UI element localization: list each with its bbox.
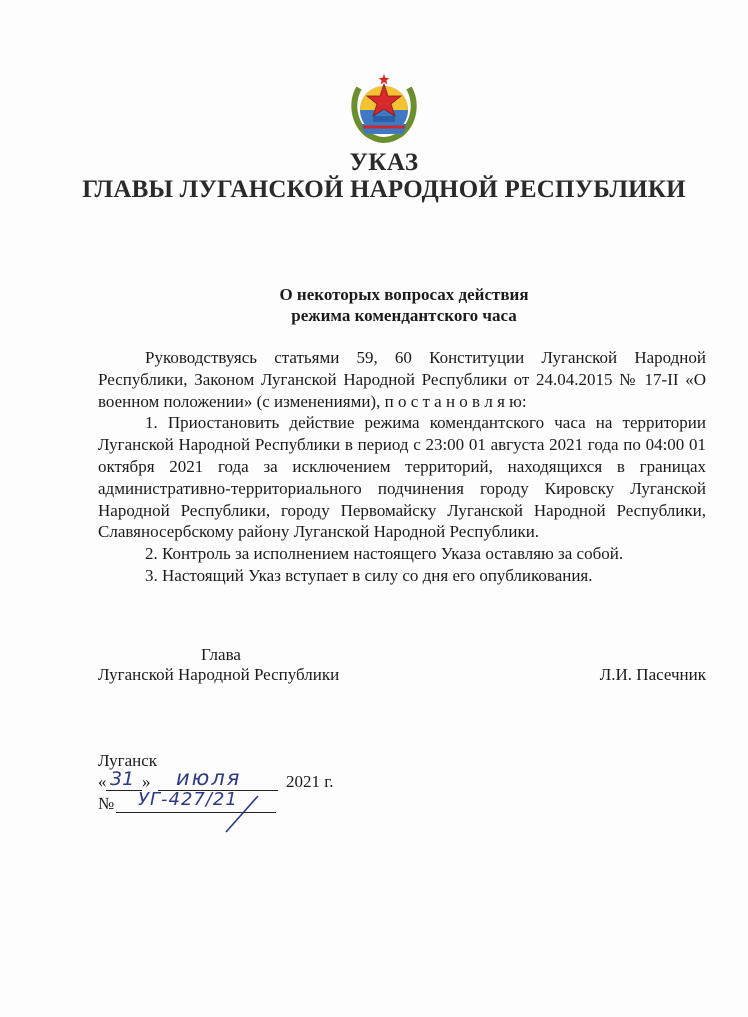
coat-of-arms-emblem (347, 72, 421, 144)
day-handwritten: 31 (110, 768, 135, 790)
month-handwritten: июля (176, 766, 242, 790)
signatory-name: Л.И. Пасечник (599, 665, 706, 684)
quote-close: » (142, 772, 151, 791)
decree-number-line (98, 789, 298, 834)
document-type-title: УКАЗ (349, 149, 419, 176)
day-underline (106, 790, 142, 791)
signatory-organization: Луганской Народной Республики (98, 665, 340, 684)
handwritten-slash-stroke (218, 794, 278, 834)
item-3-paragraph: 3. Настоящий Указ вступает в силу со дня его опубликования. (145, 565, 593, 585)
number-handwritten: УГ-427/21 (138, 789, 238, 810)
number-label: № (98, 794, 115, 813)
subject-line-1: О некоторых вопросах действия (279, 285, 529, 304)
year: 2021 г. (286, 772, 334, 791)
item-1-paragraph: 1. Приостановить действие режима комендантского часа на территории Луганской Народной Республики в период с 23:00 01 августа 2021 года по 04:00 01 октября 2021 года за исключением территорий, находящихся в границах административно-территориального подчинения городу Кировску Луганской Народной Республики, городу Первомайску Луганской Народной Республики, Славяносербскому району Луганской Народной Республики. (98, 413, 706, 542)
subject-line-2: режима комендантского часа (291, 306, 517, 325)
signatory-position: Глава (201, 645, 241, 664)
issuer-title: ГЛАВЫ ЛУГАНСКОЙ НАРОДНОЙ РЕСПУБЛИКИ (82, 176, 686, 203)
place-of-signing: Луганск (98, 751, 158, 770)
preamble-paragraph: Руководствуясь статьями 59, 60 Конституции Луганской Народной Республики, Законом Луганской Народной Республики от 24.04.2015 № 17-II «О военном положении» (с изменениями), п о с т а н о в л я ю: (98, 348, 706, 411)
quote-open: « (98, 772, 107, 791)
item-2-paragraph: 2. Контроль за исполнением настоящего Указа оставляю за собой. (145, 544, 624, 564)
decree-body (98, 347, 706, 587)
